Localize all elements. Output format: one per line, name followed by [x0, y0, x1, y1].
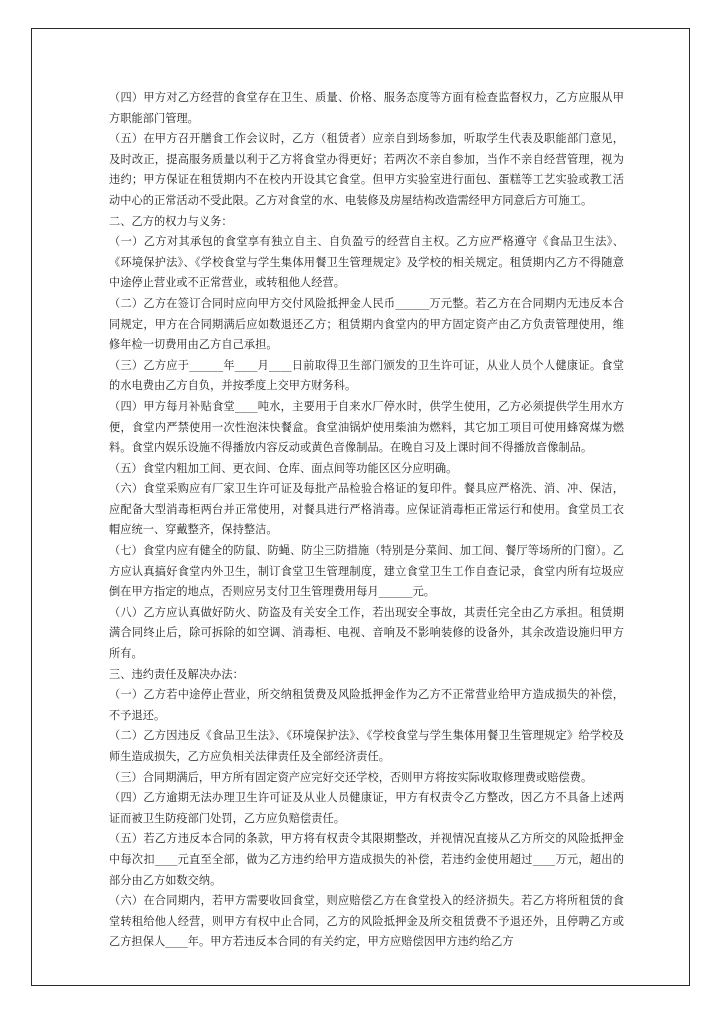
paragraph: （七）食堂内应有健全的防鼠、防蝇、防尘三防措施（特别是分菜间、加工间、餐厅等场所的门窗）。乙方应认真搞好食堂内外卫生，制订食堂卫生管理制度，建立食堂卫生工作自查记录，食堂内所有垃圾应倒在甲方指定的地点，否则应另支付卫生管理费用每月______元。	[109, 544, 624, 599]
paragraph: （一）乙方对其承包的食堂享有独立自主、自负盈亏的经营自主权。乙方应严格遵守《食品卫生法》、《环境保护法》、《学校食堂与学生集体用餐卫生管理规定》及学校的相关规定。租赁期内乙方不得随意中途停止营业或不正常营业，或转租他人经营。	[109, 235, 624, 290]
paragraph: （二）乙方在签订合同时应向甲方交付风险抵押金人民币______万元整。若乙方在合同期内无违反本合同规定，甲方在合同期满后应如数退还乙方；租赁期内食堂内的甲方固定资产由乙方负责管理使用，维修年检一切费用由乙方自己承担。	[109, 296, 624, 352]
paragraph: （三）合同期满后，甲方所有固定资产应完好交还学校，否则甲方将按实际收取修理费或赔偿费。	[109, 770, 593, 784]
paragraph: （四）乙方逾期无法办理卫生许可证及从业人员健康证，甲方有权责令乙方整改，因乙方不具备上述两证而被卫生防疫部门处罚，乙方应负赔偿责任。	[109, 791, 624, 825]
paragraph: （六）食堂采购应有厂家卫生许可证及每批产品检验合格证的复印件。餐具应严格洗、消、冲、保洁，应配备大型消毒柜两台并正常使用，对餐具进行严格消毒。应保证消毒柜正常运行和使用。食堂员工衣帽应统一、穿戴整齐，保持整洁。	[109, 482, 624, 537]
paragraph: （一）乙方若中途停止营业，所交纳租赁费及风险抵押金作为乙方不正常营业给甲方造成损失的补偿，不予退还。	[109, 688, 624, 722]
paragraph: （五）食堂内粗加工间、更衣间、仓库、面点间等功能区区分应明确。	[109, 461, 458, 475]
paragraph: （五）在甲方召开膳食工作会议时，乙方（租赁者）应亲自到场参加，听取学生代表及职能部门意见，及时改正，提高服务质量以利于乙方将食堂办得更好；若两次不亲自参加，当作不亲自经营管理，视为违约；甲方保证在租赁期内不在校内开设其它食堂。但甲方实验室进行面包、蛋糕等工艺实验或教工活动中心的正常活动不受此限。乙方对食堂的水、电装修及房屋结构改造需经甲方同意后方可施工。	[109, 132, 624, 207]
paragraph: （二）乙方因违反《食品卫生法》、《环境保护法》、《学校食堂与学生集体用餐卫生管理规定》给学校及师生造成损失，乙方应负相关法律责任及全部经济责任。	[109, 729, 624, 763]
paragraph: （三）乙方应于______年____月____日前取得卫生部门颁发的卫生许可证，从业人员个人健康证。食堂的水电费由乙方自负，并按季度上交甲方财务科。	[109, 358, 624, 393]
document-body	[109, 88, 624, 953]
paragraph: （四）甲方每月补贴食堂____吨水，主要用于自来水厂停水时，供学生使用，乙方必须提供学生用水方便，食堂内严禁使用一次性泡沫快餐盒。食堂油锅炉使用柴油为燃料，其它加工项目可使用蜂窝煤为燃料。食堂内娱乐设施不得播放内容反动或黄色音像制品。在晚自习及上课时间不得播放音像制品。	[109, 399, 624, 455]
paragraph: （八）乙方应认真做好防火、防盗及有关安全工作，若出现安全事故，其责任完全由乙方承担。租赁期满合同终止后，除可拆除的如空调、消毒柜、电视、音响及不影响装修的设备外，其余改造设施归甲方所有。	[109, 605, 624, 661]
section-heading: 二、乙方的权力与义务：	[109, 214, 233, 228]
paragraph: （六）在合同期内，若甲方需要收回食堂，则应赔偿乙方在食堂投入的经济损失。若乙方将所租赁的食堂转租给他人经营，则甲方有权中止合同，乙方的风险抵押金及所交租赁费不予退还外，且停聘乙方或乙方担保人____年。甲方若违反本合同的有关约定，甲方应赔偿因甲方违约给乙方	[109, 894, 624, 949]
section-heading: 三、违约责任及解决办法：	[109, 667, 244, 681]
paragraph: （四）甲方对乙方经营的食堂存在卫生、质量、价格、服务态度等方面有检查监督权力，乙方应服从甲方职能部门管理。	[109, 91, 624, 125]
paragraph: （五）若乙方违反本合同的条款，甲方将有权责令其限期整改，并视情况直接从乙方所交的风险抵押金中每次扣____元直至全部，做为乙方违约给甲方造成损失的补偿，若违约金使用超过____万元，超出的部分由乙方如数交纳。	[109, 832, 624, 887]
